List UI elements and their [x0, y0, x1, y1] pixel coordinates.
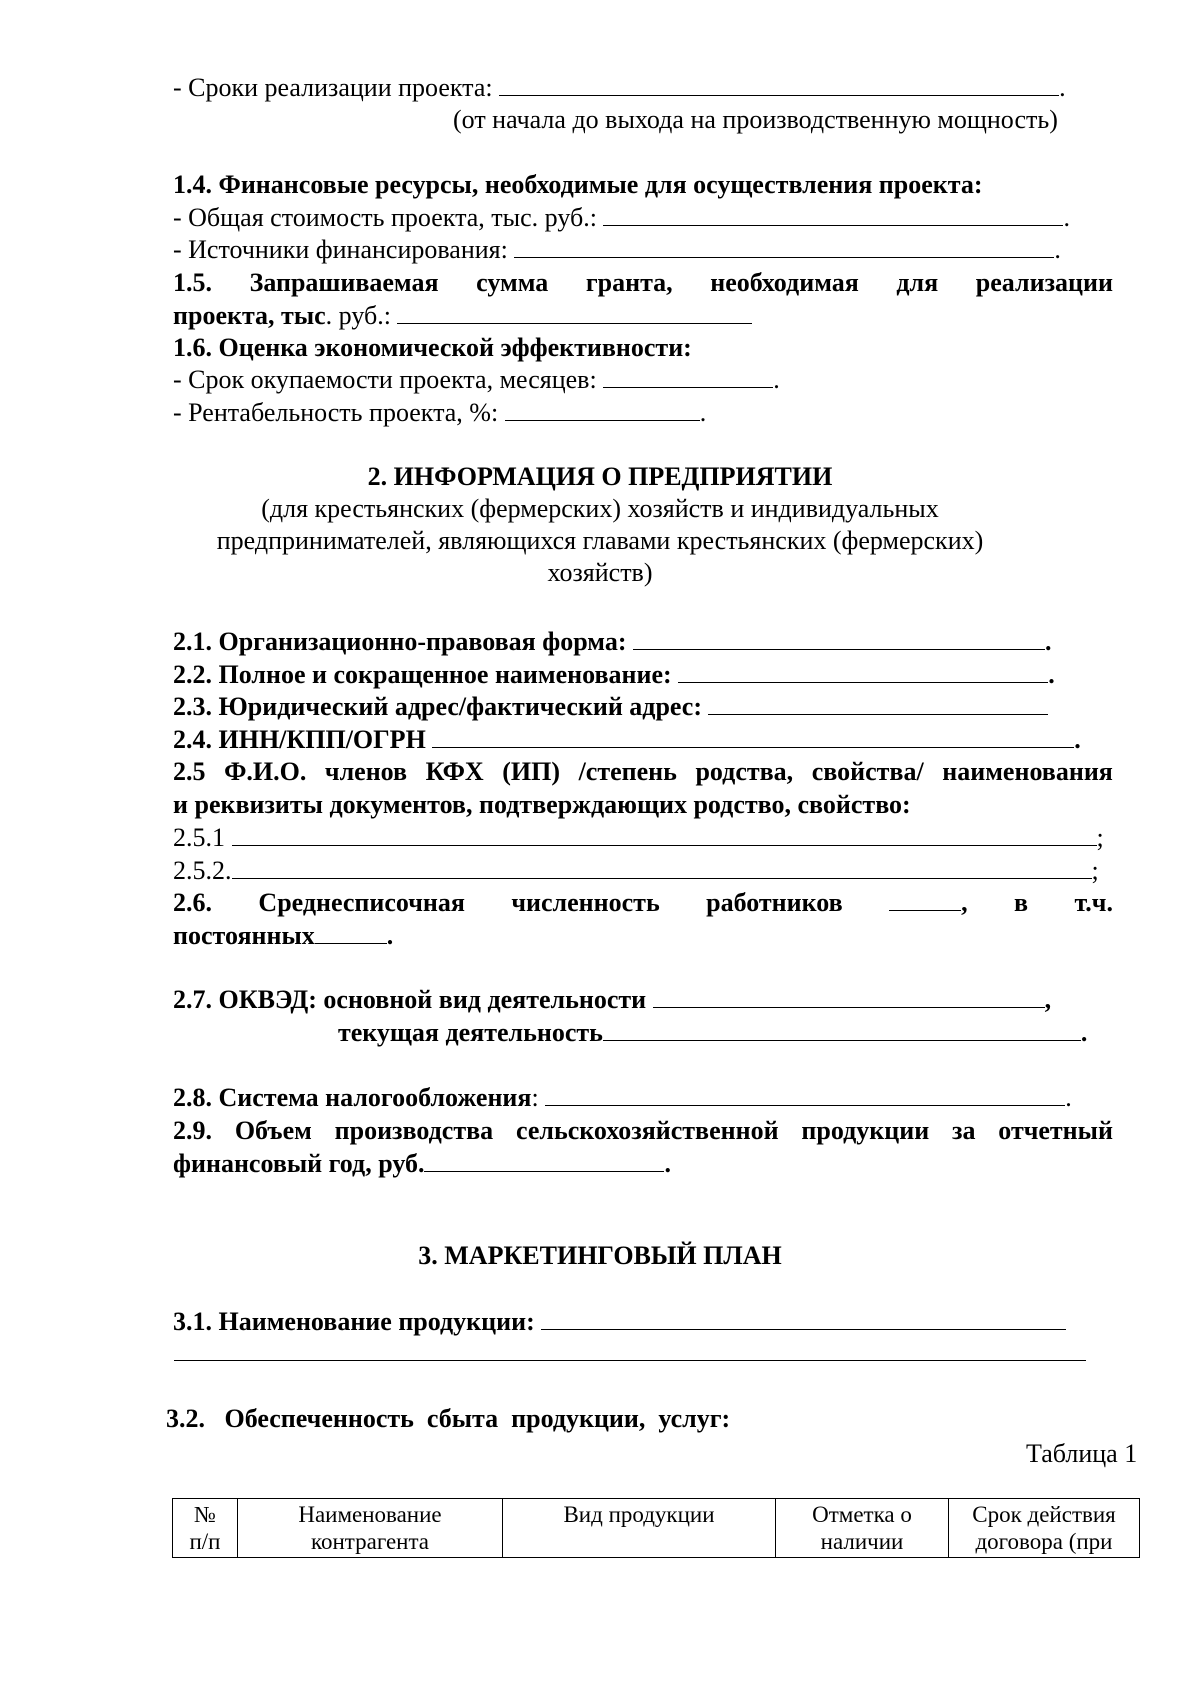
i25-w4: (ИП): [502, 757, 560, 786]
item-2-5-line1: [173, 756, 1113, 788]
headcount-blank[interactable]: [889, 888, 961, 911]
h15-w2: сумма: [476, 268, 549, 297]
legal-form-label: 2.1. Организационно-правовая форма:: [173, 627, 633, 656]
okved-current-label: текущая деятельность: [338, 1018, 603, 1047]
i29-w1: Объем: [234, 1116, 312, 1145]
inn-label: 2.4. ИНН/КПП/ОГРН: [173, 725, 433, 754]
payback-blank[interactable]: [603, 365, 773, 388]
sources-label: - Источники финансирования:: [173, 235, 515, 264]
item-2-6-line1: [173, 887, 1113, 919]
production-volume-blank[interactable]: [424, 1149, 664, 1172]
grant-amount-blank[interactable]: [397, 301, 752, 324]
member-2-blank[interactable]: [232, 856, 1092, 879]
heading-1-6: 1.6. Оценка экономической эффективности:: [173, 333, 692, 362]
timeline-note: (от начала до выхода на производственную мощность): [453, 105, 1058, 134]
col-counterparty-line1: Наименование: [298, 1502, 442, 1527]
member-2-field: 2.5.2. ;: [173, 856, 1099, 885]
sources-blank[interactable]: [514, 235, 1054, 258]
item-2-9-line1: [173, 1115, 1113, 1147]
address-label: 2.3. Юридический адрес/фактический адрес:: [173, 692, 709, 721]
timeline-label: - Сроки реализации проекта:: [173, 73, 500, 102]
i25-w6: родства,: [695, 757, 794, 786]
tax-system-label: 2.8. Система налогообложения: [173, 1083, 532, 1112]
i26-w4: в: [1014, 888, 1029, 917]
i26-w3: работников: [706, 888, 843, 917]
h15-w0: 1.5.: [173, 268, 212, 297]
total-cost-blank[interactable]: [603, 203, 1063, 226]
i26-w2: численность: [511, 888, 660, 917]
i29-w4: продукции: [801, 1116, 930, 1145]
col-counterparty-header: [238, 1499, 503, 1558]
payback-label: - Срок окупаемости проекта, месяцев:: [173, 365, 604, 394]
heading-3-2: 3.2. Обеспеченность сбыта продукции, услуг:: [166, 1404, 731, 1433]
grant-amount-label: проекта, тыс: [173, 301, 326, 330]
legal-form-blank[interactable]: [633, 627, 1045, 650]
heading-1-4: 1.4. Финансовые ресурсы, необходимые для осуществления проекта:: [173, 170, 983, 199]
i25-w1: Ф.И.О.: [224, 757, 307, 786]
section-3-title: 3. МАРКЕТИНГОВЫЙ ПЛАН: [418, 1241, 782, 1270]
col-number-header: [173, 1499, 238, 1558]
i25-w8: наименования: [942, 757, 1113, 786]
col-contract-term-header: [949, 1499, 1140, 1558]
h15-w5: для: [896, 268, 939, 297]
okved-current-field: текущая деятельность .: [338, 1018, 1088, 1047]
timeline-field: - Сроки реализации проекта: .: [173, 73, 1066, 102]
profitability-field: - Рентабельность проекта, %: .: [173, 398, 707, 427]
col-number-line1: №: [194, 1502, 216, 1527]
col-availability-header: [776, 1499, 949, 1558]
col-product-type-line1: Вид продукции: [563, 1502, 715, 1527]
total-cost-label: - Общая стоимость проекта, тыс. руб.:: [173, 203, 604, 232]
full-name-blank[interactable]: [678, 660, 1048, 683]
address-blank[interactable]: [708, 692, 1048, 715]
col-availability-line1: Отметка о: [812, 1502, 912, 1527]
i29-w6: отчетный: [998, 1116, 1113, 1145]
payback-field: - Срок окупаемости проекта, месяцев: .: [173, 365, 780, 394]
i26-w5: т.ч.: [1074, 888, 1113, 917]
member-1-label: 2.5.1: [173, 823, 232, 852]
sales-table: [172, 1498, 1140, 1558]
tax-system-field: 2.8. Система налогообложения: .: [173, 1083, 1072, 1112]
heading-1-5: [173, 267, 1113, 299]
permanent-staff-blank[interactable]: [315, 921, 387, 944]
table-header-row: [173, 1499, 1140, 1558]
permanent-staff-label: постоянных: [173, 921, 315, 950]
section-2-subtitle-2: предпринимателей, являющихся главами крестьянских (фермерских): [216, 526, 984, 555]
tax-system-blank[interactable]: [545, 1083, 1065, 1106]
member-1-blank[interactable]: [232, 823, 1097, 846]
section-2-title: 2. ИНФОРМАЦИЯ О ПРЕДПРИЯТИИ: [367, 462, 833, 491]
i29-w3: сельскохозяйственной: [515, 1116, 779, 1145]
full-name-label: 2.2. Полное и сокращенное наименование:: [173, 660, 679, 689]
col-availability-line2: наличии: [820, 1529, 904, 1554]
i25-w0: 2.5: [173, 757, 206, 786]
tax-system-colon: :: [531, 1083, 546, 1112]
product-name-field: [173, 1306, 1066, 1338]
permanent-staff-field: постоянных .: [173, 921, 394, 950]
full-name-field: 2.2. Полное и сокращенное наименование: .: [173, 660, 1055, 689]
i26-w1: Среднесписочная: [258, 888, 465, 917]
inn-field: 2.4. ИНН/КПП/ОГРН .: [173, 725, 1081, 754]
i26-w0: 2.6.: [173, 888, 212, 917]
col-contract-term-line1: Срок действия: [972, 1502, 1116, 1527]
i29-w5: за: [952, 1116, 976, 1145]
legal-form-field: 2.1. Организационно-правовая форма: .: [173, 627, 1052, 656]
i25-w5: /степень: [578, 757, 677, 786]
item-2-5-line2: и реквизиты документов, подтверждающих родство, свойство:: [173, 790, 911, 819]
production-volume-field: финансовый год, руб. .: [173, 1149, 671, 1178]
i25-w7: свойства/: [811, 757, 924, 786]
okved-main-label: 2.7. ОКВЭД: основной вид деятельности: [173, 985, 653, 1014]
okved-main-blank[interactable]: [653, 985, 1045, 1008]
headcount-field: ,: [889, 887, 968, 919]
member-1-field: 2.5.1 ;: [173, 823, 1104, 852]
grant-amount-field: [173, 300, 752, 332]
profitability-label: - Рентабельность проекта, %:: [173, 398, 505, 427]
product-name-blank-line-2[interactable]: [174, 1360, 1086, 1361]
col-counterparty-line2: контрагента: [310, 1529, 430, 1554]
total-cost-field: - Общая стоимость проекта, тыс. руб.: .: [173, 203, 1070, 232]
member-2-label: 2.5.2.: [173, 856, 232, 885]
col-product-type-header: [503, 1499, 776, 1558]
i29-w0: 2.9.: [173, 1116, 212, 1145]
i25-w2: членов: [324, 757, 408, 786]
section-2-subtitle-3: хозяйств): [547, 558, 653, 587]
i29-w2: производства: [334, 1116, 494, 1145]
okved-current-blank[interactable]: [603, 1018, 1081, 1041]
h15-w4: необходимая: [710, 268, 859, 297]
production-volume-label: финансовый год, руб.: [173, 1149, 425, 1178]
profitability-blank[interactable]: [505, 398, 700, 421]
i25-w3: КФХ: [425, 757, 484, 786]
timeline-blank[interactable]: [499, 73, 1059, 96]
h15-w3: гранта,: [585, 268, 673, 297]
product-name-label: 3.1. Наименование продукции:: [173, 1307, 542, 1336]
h15-w1: Запрашиваемая: [249, 268, 439, 297]
section-2-subtitle-1: (для крестьянских (фермерских) хозяйств и индивидуальных: [261, 494, 939, 523]
col-number-line2: п/п: [189, 1529, 221, 1554]
col-contract-term-line2: договора (при: [975, 1529, 1113, 1554]
address-field: [173, 691, 1048, 723]
product-name-blank[interactable]: [541, 1307, 1066, 1330]
grant-amount-unit: . руб.:: [325, 301, 398, 330]
table-caption: Таблица 1: [1026, 1439, 1138, 1468]
h15-w6: реализации: [975, 268, 1113, 297]
okved-main-field: 2.7. ОКВЭД: основной вид деятельности ,: [173, 985, 1052, 1014]
sources-field: - Источники финансирования: .: [173, 235, 1061, 264]
inn-blank[interactable]: [432, 725, 1074, 748]
